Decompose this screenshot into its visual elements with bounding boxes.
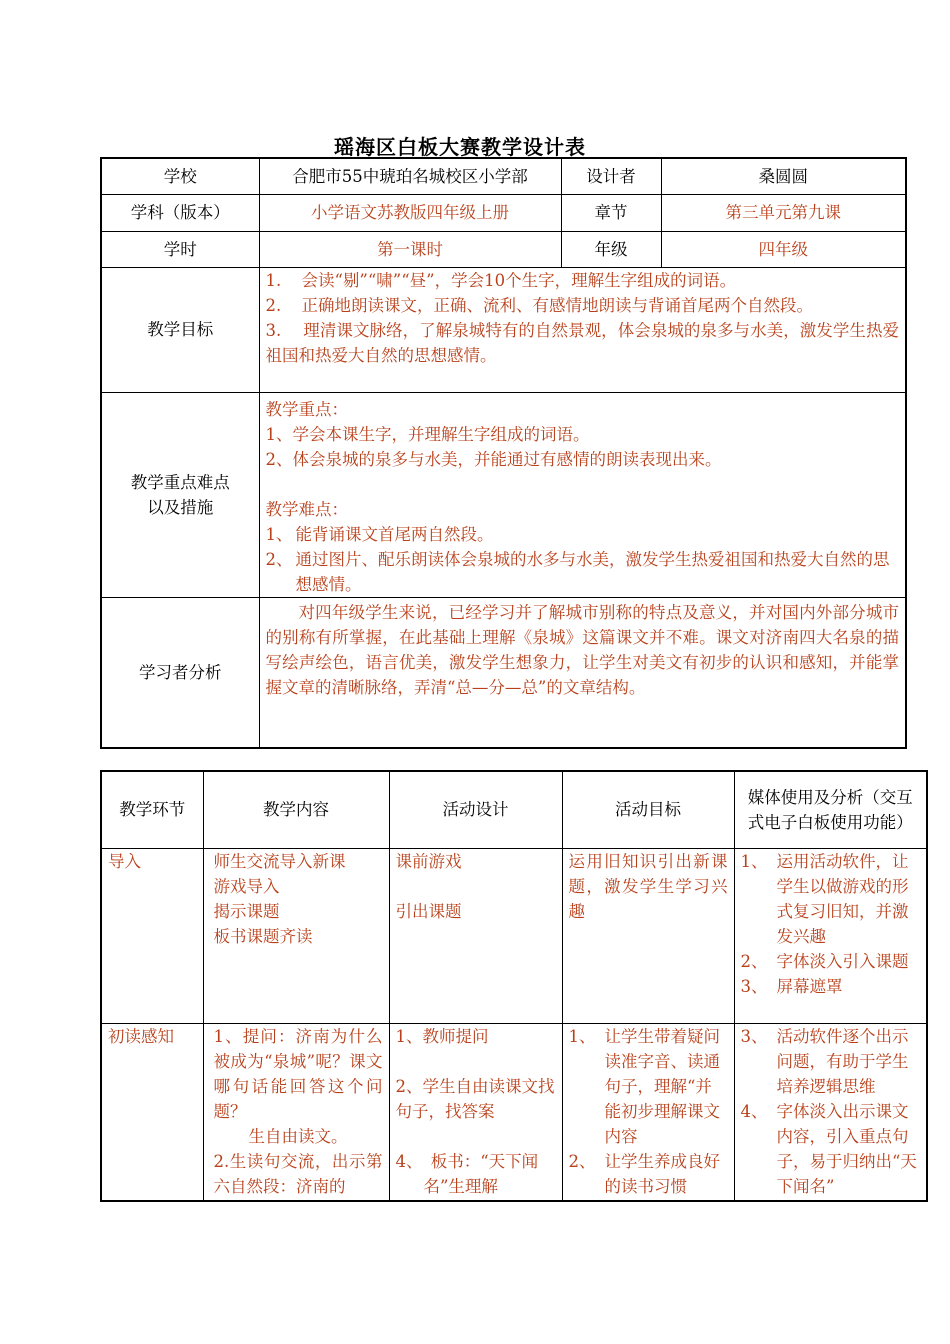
- chapter-label: 章节: [561, 194, 661, 231]
- grade-label: 年级: [561, 231, 661, 267]
- goal-cell: 1、 让学生带着疑问读准字音、读通句子，理解“并能初步理解课文内容 2、 让学生养成良好的读书习惯: [562, 1023, 734, 1201]
- design-cell: 1、教师提问 2、学生自由读课文找句子，找答案 4、 板书：“天下闻名”生理解: [389, 1023, 562, 1201]
- header-content: 教学内容: [203, 771, 389, 848]
- key-item: 2、体会泉城的泉多与水美，并能通过有感情的朗读表现出来。: [265, 449, 722, 469]
- diff-item: 2、 通过图片、配乐朗读体会泉城的水多与水美，激发学生热爱祖国和热爱大自然的思想感情。: [265, 549, 890, 594]
- media-cell: 3、 活动软件逐个出示问题，有助于学生培养逻辑思维 4、 字体淡入出示课文内容，引入重点句子，易于归纳出“天下闻名”: [734, 1023, 927, 1201]
- design-cell: 课前游戏 引出课题: [389, 848, 562, 1023]
- learner-text: 对四年级学生来说，已经学习并了解城市别称的特点及意义，并对国内外部分城市的别称有所掌握，在此基础上理解《泉城》这篇课文并不难。课文对济南四大名泉的描写绘声绘色，语言优美，激发学生想象力，让学生对美文有初步的认识和感知，并能掌握文章的清晰脉络，弄清“总—分—总”的文章结构。: [259, 597, 906, 748]
- goal-item: 3. 理清课文脉络，了解泉城特有的自然景观，体会泉城的泉多与水美，激发学生热爱祖国和热爱大自然的思想感情。: [265, 320, 899, 365]
- header-stage: 教学环节: [101, 771, 203, 848]
- school-value: 合肥市55中琥珀名城校区小学部: [259, 158, 561, 194]
- process-table: [100, 770, 928, 1202]
- designer-value: 桑圆圆: [661, 158, 906, 194]
- school-label: 学校: [101, 158, 259, 194]
- header-design: 活动设计: [389, 771, 562, 848]
- subject-value: 小学语文苏教版四年级上册: [259, 194, 561, 231]
- stage-cell: 初读感知: [101, 1023, 203, 1201]
- content-cell: 师生交流导入新课 游戏导入 揭示课题 板书课题齐读: [203, 848, 389, 1023]
- chapter-value: 第三单元第九课: [661, 194, 906, 231]
- goal-item: 1. 会读“剔”“啸”“昼”，学会10个生字，理解生字组成的词语。: [265, 270, 737, 290]
- grade-value: 四年级: [661, 231, 906, 267]
- header-goal: 活动目标: [562, 771, 734, 848]
- page-title: 瑶海区白板大赛教学设计表: [334, 135, 586, 159]
- header-media: 媒体使用及分析（交互式电子白板使用功能）: [734, 771, 927, 848]
- goal-cell: 运用旧知识引出新课题，激发学生学习兴趣: [562, 848, 734, 1023]
- content-cell: 1、提问：济南为什么被成为“泉城”呢？课文哪句话能回答这个问题？ 生自由读文。 2.生读句交流，出示第六自然段：济南的: [203, 1023, 389, 1201]
- period-label: 学时: [101, 231, 259, 267]
- key-item: 1、学会本课生字，并理解生字组成的词语。: [265, 424, 590, 444]
- info-table: [100, 157, 907, 749]
- subject-label: 学科（版本）: [101, 194, 259, 231]
- goals-label: 教学目标: [101, 267, 259, 392]
- keypoints-cell: [259, 392, 906, 597]
- designer-label: 设计者: [561, 158, 661, 194]
- diff-item: 1、 能背诵课文首尾两自然段。: [265, 524, 494, 544]
- goals-cell: [259, 267, 906, 392]
- keypoints-label: 教学重点难点 以及措施: [101, 392, 259, 597]
- diff-heading: 教学难点：: [265, 499, 348, 519]
- period-value: 第一课时: [259, 231, 561, 267]
- goal-item: 2. 正确地朗读课文，正确、流利、有感情地朗读与背诵首尾两个自然段。: [265, 295, 813, 315]
- media-cell: 1、 运用活动软件，让学生以做游戏的形式复习旧知，并激发兴趣 2、 字体淡入引入课题 3、 屏幕遮罩: [734, 848, 927, 1023]
- stage-cell: 导入: [101, 848, 203, 1023]
- key-heading: 教学重点：: [265, 399, 348, 419]
- learner-label: 学习者分析: [101, 597, 259, 748]
